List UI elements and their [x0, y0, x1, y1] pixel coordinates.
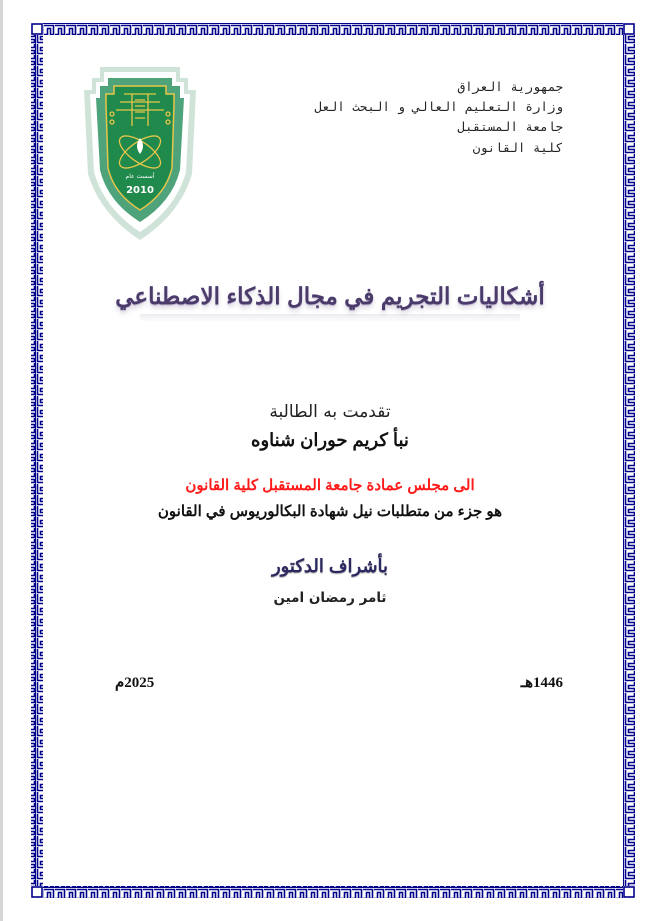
thesis-title-reflection — [140, 314, 520, 322]
border-left — [31, 35, 43, 886]
header-college: كلية القانون — [472, 140, 563, 155]
border-bottom — [43, 886, 623, 898]
header-ministry: وزارة التعليم العالي و البحث العل — [314, 99, 563, 114]
supervisor-name: ثامر رمضان امين — [273, 590, 387, 606]
thesis-title: أشكاليات التجريم في مجال الذكاء الاصطناعي — [115, 283, 545, 309]
border-top — [43, 23, 623, 35]
date-hijri: 1446هـ — [520, 675, 563, 691]
supervisor-heading: بأشراف الدكتور — [271, 556, 389, 576]
svg-text:2010: 2010 — [126, 185, 154, 196]
requirement-line: هو جزء من متطلبات نيل شهادة البكالوريوس في القانون — [157, 503, 503, 520]
student-name: نبأ كريم حوران شناوه — [251, 430, 409, 450]
date-gregorian: 2025م — [115, 675, 155, 691]
presented-by: تقدمت به الطالبة — [269, 402, 391, 422]
border-right — [623, 35, 635, 886]
header-republic: جمهورية العراق — [457, 79, 563, 94]
council-line: الى مجلس عمادة جامعة المستقبل كلية القانون — [185, 477, 475, 494]
university-logo — [80, 64, 200, 242]
header-university: جامعة المستقبل — [457, 119, 563, 134]
svg-text:أسست عام: أسست عام — [125, 173, 155, 180]
